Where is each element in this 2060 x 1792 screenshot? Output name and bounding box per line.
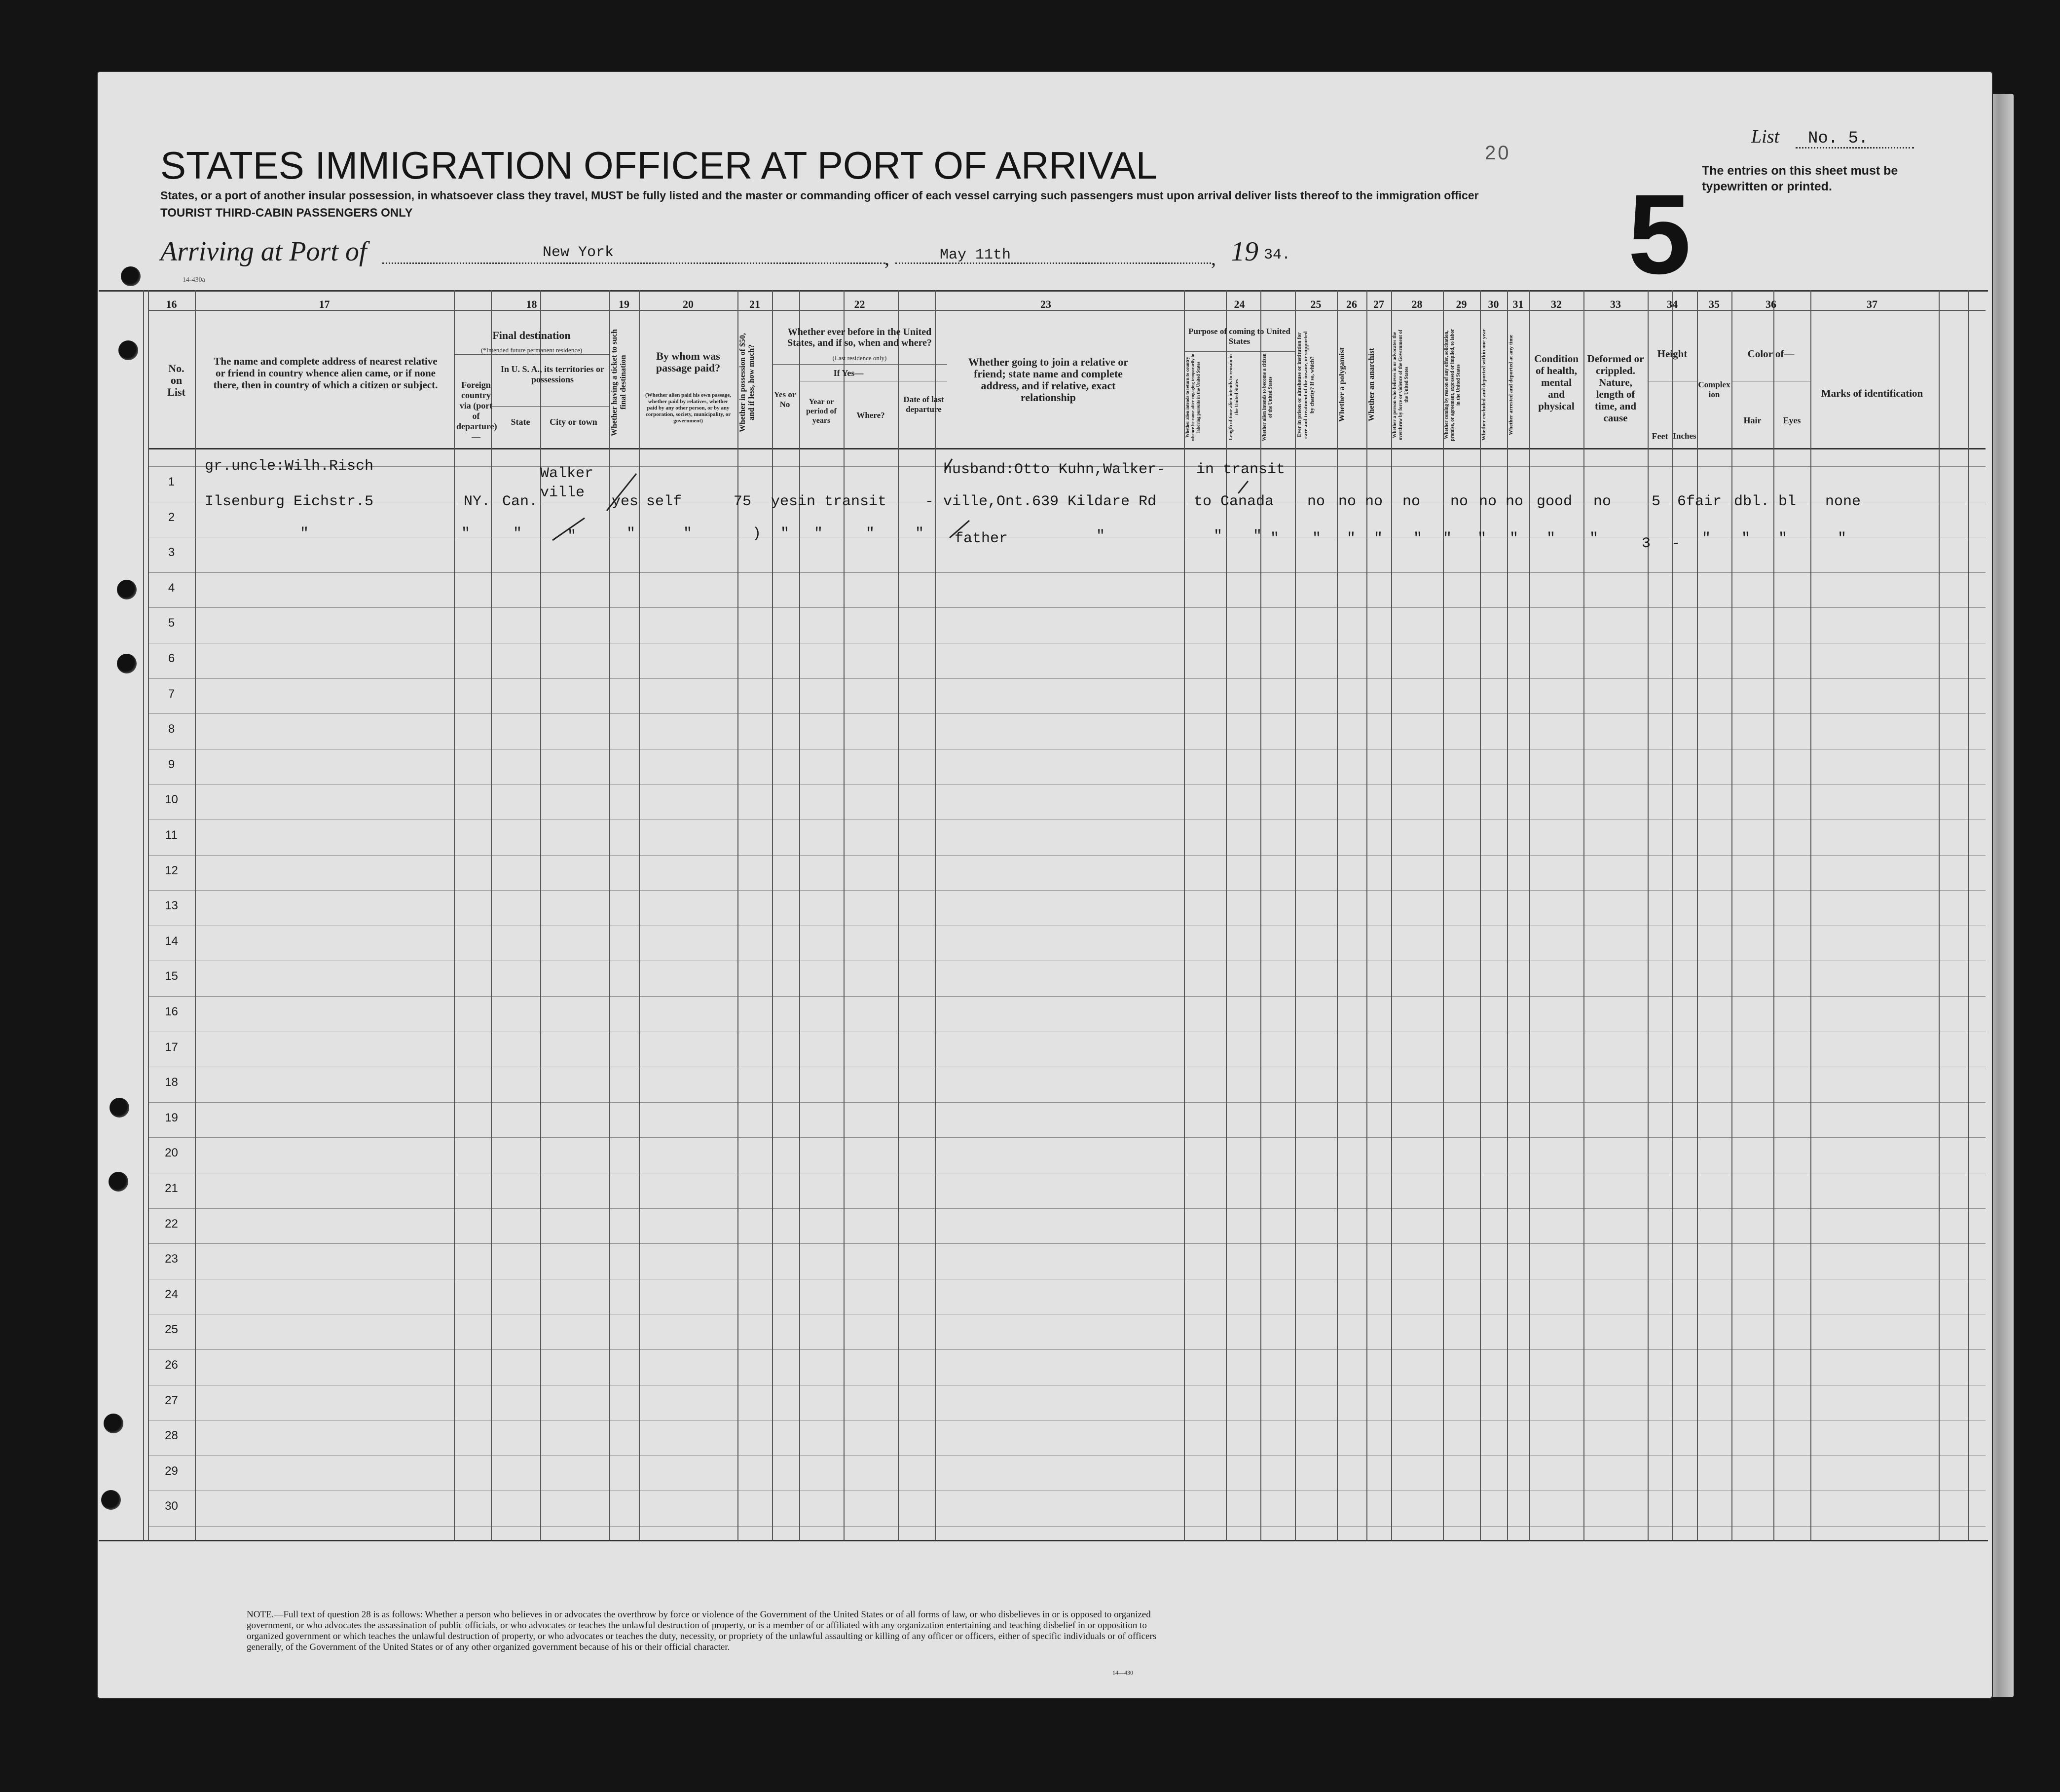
entry-paid-by: self [646,493,682,510]
header-no-on-list: No. on List [167,362,185,398]
header-ever-before: Whether ever before in the United States, and if so, when and where? [787,327,932,348]
header-offer-labor: Whether coming by reason of any offer, solicitation, promise, or agreement, expressed or implied, to labor in the United States [1444,329,1461,441]
ditto-mark: " [1702,530,1711,547]
ditto-mark: " [1838,530,1847,547]
header-prison: Ever in prison or almshouse or institution for care and treatment of the insane, or supported by charity? If so, which? [1296,331,1315,439]
row-number: 19 [165,1111,178,1124]
entry-arrested: no [1506,493,1524,510]
typewritten-note: The entries on this sheet must be typewritten or printed. [1702,164,1898,193]
ditto-paren: ) [752,525,762,542]
entry-prison: no [1307,493,1325,510]
entry-marks: none [1825,493,1861,510]
header-height: Height [1657,348,1688,360]
entry-eyes: bl [1778,493,1797,510]
column-number: 16 [166,298,177,310]
row-number: 1 [168,475,175,488]
ditto-mark: " [683,525,693,542]
entry-state: Can. [502,493,538,510]
header-inches: Inches [1673,431,1696,441]
header-state: State [511,417,530,427]
header-excluded: Whether excluded and deported within one year [1481,329,1487,441]
ditto-mark: " [1253,528,1262,545]
ditto-mark: " [814,525,823,542]
column-number: 20 [683,298,694,310]
column-number: 36 [1766,298,1776,310]
ditto-mark: " [1347,530,1356,547]
header-nearest-relative: The name and complete address of nearest relative or friend in country whence alien came, or if none there, then in country of which a citizen or subject. [213,355,438,391]
ditto-mark: " [1096,528,1105,545]
header-purpose-length: Length of time alien intends to remain in the United States [1228,354,1240,440]
header-join-relative: Whether going to join a relative or friend; state name and complete address, and if relative, exact relationship [968,356,1129,404]
entry-join-row2: father [955,530,1008,547]
year-prefix: 19 [1231,236,1258,267]
column-number: 30 [1488,298,1499,310]
column-number: 22 [854,298,865,310]
column-number: 21 [749,298,760,310]
row-number: 11 [165,828,178,842]
row-number: 29 [165,1464,178,1478]
entry-feet: 5 [1652,493,1661,510]
header-health: Condition of health, mental and physical [1534,353,1579,412]
row-number: 28 [165,1429,178,1443]
ditto-mark: " [1214,528,1223,545]
row-number: 20 [165,1146,178,1160]
entry-city: ville [540,485,585,501]
header-feet: Feet [1652,431,1668,441]
ditto-mark: " [1270,530,1280,547]
arriving-label: Arriving at Port of [160,236,367,267]
ditto-mark: " [626,525,636,542]
form-instructions: States, or a port of another insular possession, in whatsoever class they travel, MUST be fully listed and the master or commanding officer of each vessel carrying such passengers must upon arrival deliver lists thereof to the immigration officer [160,189,1479,202]
entry-feet-row2: 3 [1642,535,1651,552]
list-label: List [1751,126,1780,147]
row-number: 26 [165,1358,178,1372]
column-number: 34 [1667,298,1678,310]
column-number: 25 [1310,298,1322,310]
entry-deformed: no [1593,493,1612,510]
form-title: STATES IMMIGRATION OFFICER AT PORT OF ARRIVAL [160,144,1158,187]
header-passage-note: (Whether alien paid his own passage, whether paid by relatives, whether paid by any other person, or by any corporation, society, municipality, or government) [645,392,731,424]
entry-departure: - [925,493,934,510]
row-number: 23 [165,1252,178,1266]
row-number: 30 [165,1499,178,1513]
entry-money: 75 [734,493,752,510]
ditto-mark: " [567,528,577,545]
ditto-mark: " [1413,530,1423,547]
entry-overthrow: no [1402,493,1421,510]
ditto-mark: " [915,525,924,542]
stamp-number: 20 [1485,142,1511,164]
row-number: 15 [165,970,178,983]
ditto-mark: " [1443,530,1452,547]
row-number: 27 [165,1393,178,1407]
header-purpose-citizen: Whether alien intends to become a citizen of the United States [1262,353,1273,441]
entry-health: good [1537,493,1573,510]
column-number: 35 [1709,298,1720,310]
entry-hair: dbl. [1734,493,1770,510]
header-purpose-return: Whether alien intends to return to country whence he came after engaging temporarily in laboring pursuits in the United States [1185,353,1201,441]
column-number: 26 [1346,298,1357,310]
header-complexion: Complexion [1698,380,1730,399]
header-yes-no: Yes or No [773,390,796,409]
column-number: 28 [1411,298,1423,310]
entry-foreign-country: NY. [464,493,491,510]
row-number: 3 [168,546,175,560]
header-where: Where? [856,411,885,420]
row-number: 24 [165,1287,178,1301]
row-number: 21 [165,1182,178,1195]
header-passage-paid: By whom was passage paid? [656,350,721,374]
header-polygamist: Whether a polygamist [1338,347,1346,422]
header-ever-before-note: (Last residence only) [832,354,887,362]
header-marks: Marks of identification [1821,387,1923,399]
comma: , [1211,247,1216,269]
entry-complexion: fair [1686,493,1722,510]
column-number: 37 [1867,298,1877,310]
header-purpose: Purpose of coming to United States [1188,327,1290,346]
header-eyes: Eyes [1783,415,1801,425]
row-number: 10 [165,793,178,807]
row-number: 12 [165,863,178,877]
header-ticket: Whether having a ticket to such final destination [610,329,627,436]
row-number: 6 [168,652,175,665]
ditto-mark: " [461,525,471,542]
entry-inches-row2: - [1671,535,1681,552]
entry-relative-address: Ilsenburg Eichstr.5 [205,493,374,510]
header-foreign-country: Foreign country via (port of departure)— [456,380,497,442]
ditto-mark: " [780,525,790,542]
entry-where: in transit [798,493,887,510]
header-overthrow: Whether a person who believes in or advocates the overthrow by force or violence of the Government of the United States [1392,330,1409,440]
column-number: 24 [1234,298,1245,310]
header-if-yes: If Yes— [833,368,864,378]
row-number: 8 [168,722,175,736]
row-number: 4 [168,581,175,595]
header-anarchist: Whether an anarchist [1367,348,1376,422]
entry-offer-labor: no [1450,493,1469,510]
port-value: New York [543,244,614,261]
form-code-bottom: 14—430 [1112,1669,1133,1676]
date-value: May 11th [940,247,1011,263]
ditto-mark: " [1312,530,1322,547]
column-number: 31 [1512,298,1524,310]
form-code: 14-430a [183,276,205,284]
ditto-mark: " [1374,530,1383,547]
ditto-mark: " [1778,530,1788,547]
entry-city-top: Walker [540,465,594,482]
row-number: 13 [165,899,178,913]
entry-inches: 6 [1677,493,1687,510]
comma: , [884,247,889,269]
entry-been-before: yes [771,493,798,510]
ditto-mark: " [1741,530,1751,547]
entry-anarchist: no [1365,493,1383,510]
column-number: 27 [1373,298,1384,310]
list-number: No. 5. [1808,129,1869,148]
header-usa: In U. S. A., its territories or possessions [501,364,604,384]
column-number: 32 [1551,298,1562,310]
ditto-mark: " [1546,530,1556,547]
header-final-destination: Final destination [492,329,571,341]
year-suffix: 34. [1264,247,1291,263]
row-number: 9 [168,757,175,771]
ditto-mark: " [1509,530,1519,547]
row-number: 16 [165,1005,178,1018]
header-hair: Hair [1743,415,1762,425]
ditto-mark: " [300,525,309,542]
column-number: 33 [1610,298,1621,310]
header-city: City or town [550,417,597,427]
row-number: 22 [165,1217,178,1231]
column-number: 19 [619,298,629,310]
header-year-period: Year or period of years [806,398,837,425]
column-number: 17 [319,298,330,310]
entry-polygamist: no [1338,493,1357,510]
header-possession-50: Whether in possession of $50, and if less, how much? [738,333,756,432]
header-date-departure: Date of last departure [903,395,944,414]
row-number: 7 [168,687,175,701]
entry-excluded: no [1479,493,1497,510]
header-color: Color of— [1747,348,1795,360]
row-number: 17 [165,1040,178,1054]
entry-purpose: to Canada [1194,493,1274,510]
header-final-destination-note: (*Intended future permanent residence) [480,346,583,354]
row-number: 14 [165,934,178,948]
footnote-question-28: NOTE.—Full text of question 28 is as follows: Whether a person who believes in or advocates the overthrow by force or violence of the Government of the United States or of all forms of law, or who disbelieves in or is opposed to organized government, or who advocates the assassination of public officials, or who advocates or teaches the unlawful destruction of property, or is a member of or affiliated with any organization entertaining and teaching disbelief in or opposition to organized government or which teaches the unlawful destruction of property, or who advocates or teaches the duty, necessity, or propriety of the unlawful assaulting or killing of any officer or officers, either of specific individuals or of officers generally, of the Government of the United States or of any other organized government because of his or their official character. [247,1609,1157,1652]
ditto-mark: " [1477,530,1487,547]
ditto-mark: " [866,525,875,542]
column-number: 18 [526,298,537,310]
form-subtitle: TOURIST THIRD-CABIN PASSENGERS ONLY [160,206,413,220]
entry-ticket: yes [612,493,639,510]
entry-join-top: husband:Otto Kuhn,Walker- [943,461,1166,478]
ditto-mark: " [513,525,522,542]
header-arrested: Whether arrested and deported at any time [1508,335,1514,435]
column-number: 29 [1456,298,1467,310]
row-number: 25 [165,1323,178,1337]
entry-join: ville,Ont.639 Kildare Rd [943,493,1157,510]
row-number: 5 [168,616,175,630]
row-number: 18 [165,1076,178,1089]
ditto-mark: " [1589,530,1599,547]
column-number: 23 [1040,298,1051,310]
sheet-number: 5 [1628,171,1691,298]
entry-purpose-top: in transit [1196,461,1286,478]
header-deformed: Deformed or crippled. Nature, length of time, and cause [1587,353,1644,424]
row-number: 2 [168,510,175,524]
entry-relative-name: gr.uncle:Wilh.Risch [205,458,374,475]
